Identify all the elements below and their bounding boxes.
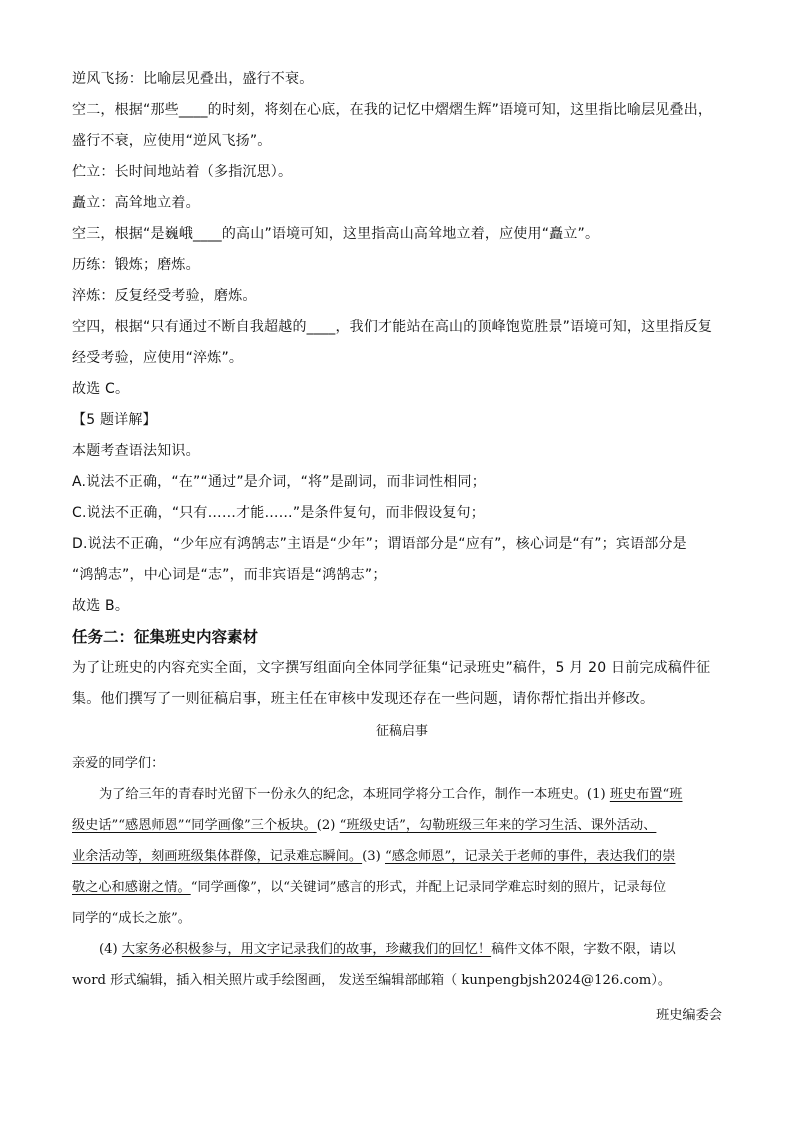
- notice-paragraph-line: [72, 779, 732, 810]
- analysis-line: 逆风飞扬：比喻层见叠出，盛行不衰。: [72, 71, 314, 87]
- notice-text: (4): [99, 942, 122, 957]
- notice-text: “同学画像”，以“关键词”感言的形式，并配上记录同学难忘时刻的照片，记录每位: [190, 880, 667, 895]
- notice-paragraph-line: [72, 810, 732, 841]
- analysis-line: 空二，根据“那些____的时刻，将刻在心底，在我的记忆中熠熠生辉”语境可知，这里指比喻层见叠出，: [72, 102, 713, 118]
- underlined-sentence-3: “感念师恩”，记录关于老师的事件，表达我们的崇: [385, 849, 676, 864]
- analysis-line: 空三，根据“是巍峨____的高山”语境可知，这里指高山高耸地立着，应使用“矗立”。: [72, 226, 600, 242]
- analysis-line: 盛行不衰，应使用“逆风飞扬”。: [72, 133, 272, 149]
- option-a-analysis: A.说法不正确，“在”“通过”是介词，“将”是副词，而非词性相同；: [72, 474, 486, 490]
- task-2-intro: 集。他们撰写了一则征稿启事，班主任在审核中发现还存在一些问题，请你帮忙指出并修改。: [72, 691, 655, 707]
- underlined-sentence-2: 业余活动等，刻画班级集体群像，记录难忘瞬间。: [72, 849, 363, 864]
- underlined-sentence-1: 班史布置“班: [609, 787, 683, 802]
- notice-salutation: 亲爱的同学们：: [72, 756, 165, 771]
- task-2-heading: 任务二：征集班史内容素材: [72, 628, 259, 646]
- analysis-line: 淬炼：反复经受考验，磨炼。: [72, 288, 257, 304]
- notice-paragraph-line: 同学的“成长之旅”。: [72, 911, 191, 926]
- analysis-line: 本题考查语法知识。: [72, 443, 200, 459]
- analysis-line: 故选 C。: [72, 381, 130, 397]
- answer-analysis: [72, 64, 732, 715]
- option-c-analysis: C.说法不正确，“只有……才能……”是条件复句，而非假设复句；: [72, 505, 485, 521]
- analysis-line: 伫立：长时间地站着（多指沉思）。: [72, 164, 293, 180]
- notice-paragraph-line: [72, 841, 732, 872]
- analysis-line: 矗立：高耸地立着。: [72, 195, 200, 211]
- underlined-sentence-4: 大家务必积极参与，用文字记录我们的故事，珍藏我们的回忆！: [121, 942, 492, 957]
- notice-text: 为了给三年的青春时光留下一份永久的纪念，本班同学将分工合作，制作一本班史。(1): [99, 787, 610, 802]
- notice-text: (2): [316, 818, 340, 833]
- underlined-sentence-3: 敬之心和感谢之情。: [72, 880, 191, 895]
- notice-text: 稿件文体不限，字数不限，请以: [491, 942, 676, 957]
- analysis-line: 经受考验，应使用“淬炼”。: [72, 350, 244, 366]
- analysis-line: 历练：锻炼；磨炼。: [72, 257, 200, 273]
- question-5-detail-label: 【5 题详解】: [72, 412, 157, 428]
- notice-text: (3): [362, 849, 385, 864]
- notice-paragraph-line: [72, 934, 732, 965]
- notice-paragraph-line: [72, 872, 732, 903]
- submission-notice: [72, 716, 732, 1032]
- underlined-sentence-2: “班级史话”，勾勒班级三年来的学习生活、课外活动、: [339, 818, 657, 833]
- task-2-intro: 为了让班史的内容充实全面，文字撰写组面向全体同学征集“记录班史”稿件，5 月 20 日前完成稿件征: [72, 660, 711, 676]
- answer-line: 故选 B。: [72, 598, 130, 614]
- notice-title: 征稿启事: [375, 724, 428, 739]
- notice-paragraph-line: word 形式编辑，插入相关照片或手绘图画， 发送至编辑部邮箱（ kunpengbjsh2024@126.com）。: [72, 973, 672, 988]
- analysis-line: 空四，根据“只有通过不断自我超越的____，我们才能站在高山的顶峰饱览胜景”语境可知，这里指反复: [72, 319, 713, 335]
- underlined-sentence-1: 级史话”“感恩师恩”“同学画像”三个板块。: [72, 818, 317, 833]
- notice-signature: 班史编委会: [656, 1008, 722, 1023]
- option-d-analysis: D.说法不正确，“少年应有鸿鹄志”主语是“少年”；谓语部分是“应有”，核心词是“有”；宾语部分是: [72, 536, 687, 552]
- option-d-analysis: “鸿鹄志”，中心词是“志”，而非宾语是“鸿鹄志”；: [72, 567, 387, 583]
